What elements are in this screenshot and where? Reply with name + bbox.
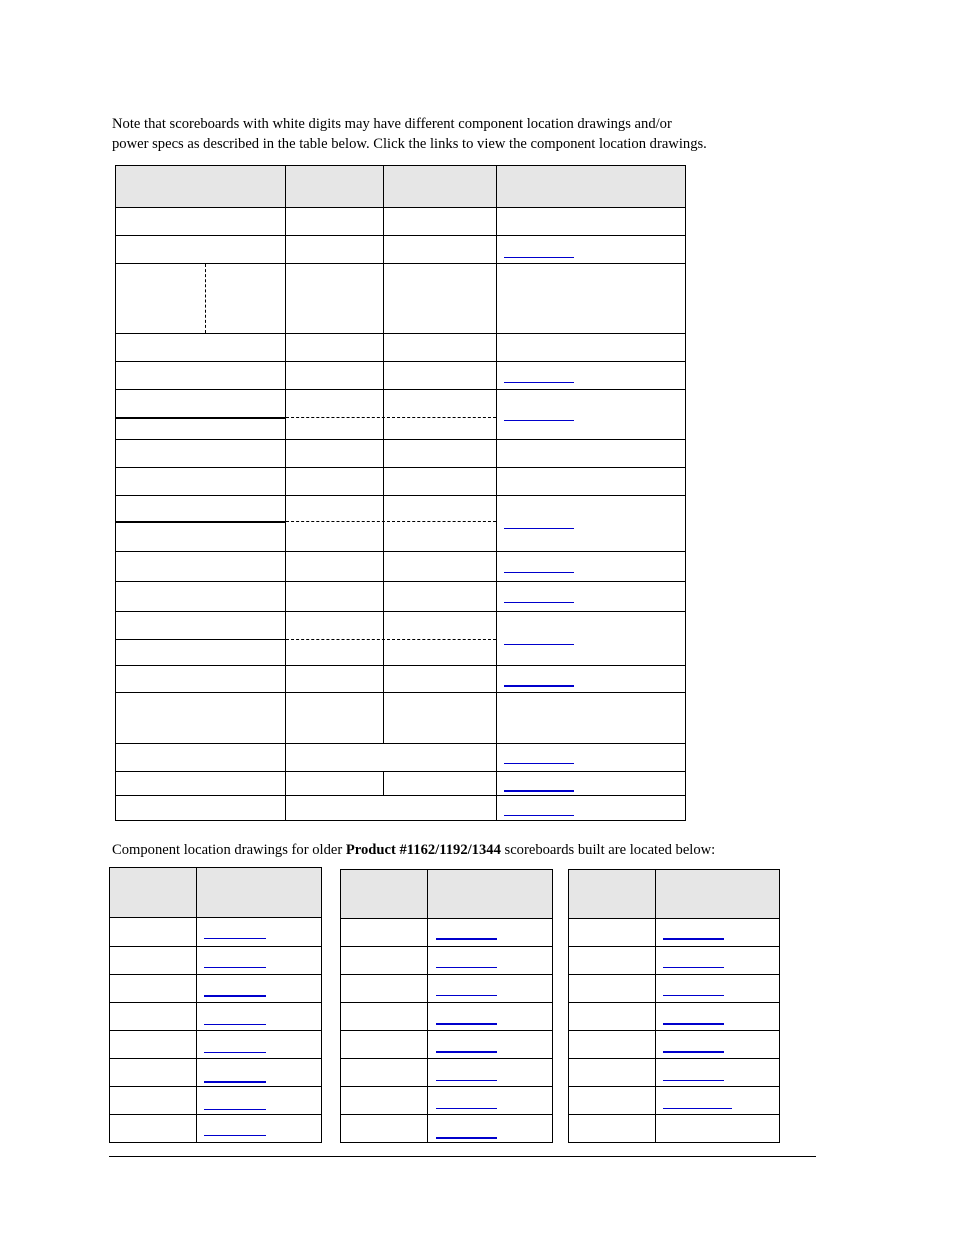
drawing-link[interactable] (504, 420, 574, 421)
drawing-link[interactable] (204, 995, 266, 997)
drawing-link[interactable] (504, 257, 574, 258)
drawing-link[interactable] (436, 1108, 497, 1109)
drawing-link[interactable] (504, 382, 574, 383)
drawing-link[interactable] (436, 1051, 497, 1053)
drawing-link[interactable] (436, 938, 497, 940)
intro-line-1: Note that scoreboards with white digits may have different component location drawings and/or (112, 116, 672, 132)
drawing-link[interactable] (504, 528, 574, 529)
drawing-link[interactable] (436, 1137, 497, 1139)
drawing-link[interactable] (663, 938, 724, 940)
older-products-caption: Component location drawings for older Product #1162/1192/1344 scoreboards built are located below: (112, 842, 716, 858)
drawing-link[interactable] (204, 1135, 266, 1136)
drawing-link[interactable] (663, 1023, 724, 1025)
drawing-link[interactable] (204, 1052, 266, 1053)
intro-line-2: power specs as described in the table below. Click the links to view the component location drawings. (112, 136, 707, 152)
drawing-link[interactable] (504, 644, 574, 645)
drawing-link[interactable] (663, 1080, 724, 1081)
drawing-link[interactable] (204, 967, 266, 968)
drawing-link[interactable] (204, 1081, 266, 1083)
drawing-link[interactable] (436, 1023, 497, 1025)
drawing-link[interactable] (504, 572, 574, 573)
drawing-link[interactable] (663, 995, 724, 996)
drawing-link[interactable] (204, 1109, 266, 1110)
drawing-link[interactable] (663, 1051, 724, 1053)
drawing-link[interactable] (504, 685, 574, 687)
footer-divider (109, 1156, 816, 1157)
drawing-link[interactable] (204, 938, 266, 939)
drawing-link[interactable] (663, 967, 724, 968)
drawing-link[interactable] (504, 815, 574, 816)
drawing-link[interactable] (436, 995, 497, 996)
drawing-link[interactable] (663, 1108, 732, 1109)
drawing-link[interactable] (436, 967, 497, 968)
drawing-link[interactable] (504, 602, 574, 603)
drawing-link[interactable] (504, 790, 574, 792)
drawing-link[interactable] (504, 763, 574, 764)
drawing-link[interactable] (204, 1024, 266, 1025)
drawing-link[interactable] (436, 1080, 497, 1081)
